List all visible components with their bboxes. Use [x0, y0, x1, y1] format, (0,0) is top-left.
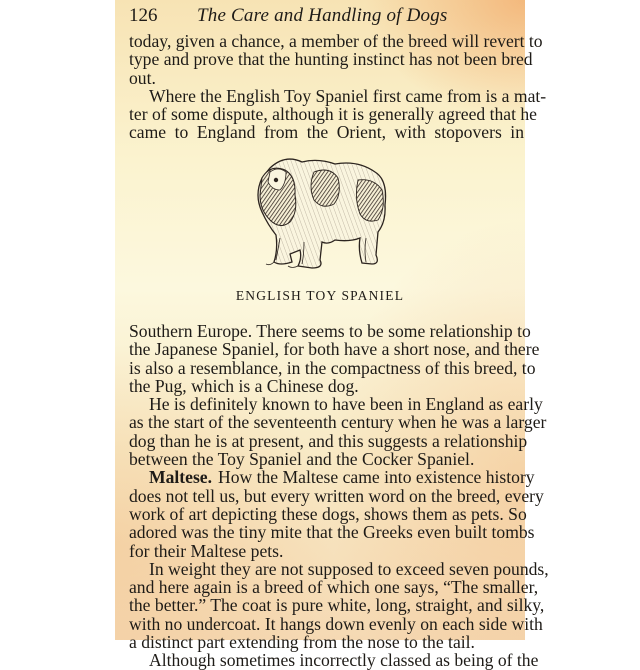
text-line: How the Maltese came into existence history: [218, 467, 535, 488]
text-line: the better.” The coat is pure white, long, straight, and silky,: [129, 595, 545, 616]
text-line: out.: [129, 67, 156, 88]
text-line: today, given a chance, a member of the breed will revert to: [129, 31, 543, 51]
text-block-before-figure: [129, 31, 547, 143]
running-title: The Care and Handling of Dogs: [197, 5, 448, 26]
text-block-after-figure: [129, 321, 549, 670]
dog-illustration-icon: [240, 150, 400, 280]
book-page: [115, 0, 549, 670]
text-line: Although sometimes incorrectly classed as being of the: [149, 650, 539, 670]
figure-caption: ENGLISH TOY SPANIEL: [235, 288, 405, 303]
text-line: dog than he is at present, and this suggests a relationship: [129, 430, 528, 451]
text-line: He is definitely known to have been in England as early: [149, 394, 543, 415]
text-line: and here again is a breed of which one says, “The smaller,: [129, 577, 539, 598]
text-line: does not tell us, but every written word on the breed, every: [129, 485, 544, 506]
text-line: is also a resemblance, in the compactness of this breed, to: [129, 357, 536, 378]
page-number: 126: [129, 5, 158, 26]
text-line: came to England from the Orient, with stopovers in: [129, 122, 524, 143]
text-line: adored was the tiny mite that the Greeks even built tombs: [129, 522, 535, 543]
text-line: Southern Europe. There seems to be some relationship to: [129, 321, 531, 341]
text-line: with no undercoat. It hangs down evenly on each side with: [129, 613, 543, 634]
text-line: for their Maltese pets.: [129, 540, 284, 561]
running-head: [129, 3, 511, 29]
text-line: a distinct part extending from the nose to the tail.: [129, 632, 475, 653]
text-line: In weight they are not supposed to exceed seven pounds,: [149, 558, 549, 579]
section-heading-maltese: Maltese.: [149, 467, 213, 488]
text-line: type and prove that the hunting instinct has not been bred: [129, 49, 533, 70]
text-line: as the start of the seventeenth century when he was a larger: [129, 412, 547, 433]
text-line: Where the English Toy Spaniel first came from is a mat-: [149, 85, 547, 106]
text-line: the Japanese Spaniel, for both have a short nose, and there: [129, 339, 540, 360]
text-line: between the Toy Spaniel and the Cocker Spaniel.: [129, 449, 475, 470]
maltese-line: [129, 467, 535, 488]
text-line: the Pug, which is a Chinese dog.: [129, 375, 359, 396]
text-line: work of art depicting these dogs, shows them as pets. So: [129, 503, 527, 524]
text-line: ter of some dispute, although it is generally agreed that he: [129, 104, 537, 125]
